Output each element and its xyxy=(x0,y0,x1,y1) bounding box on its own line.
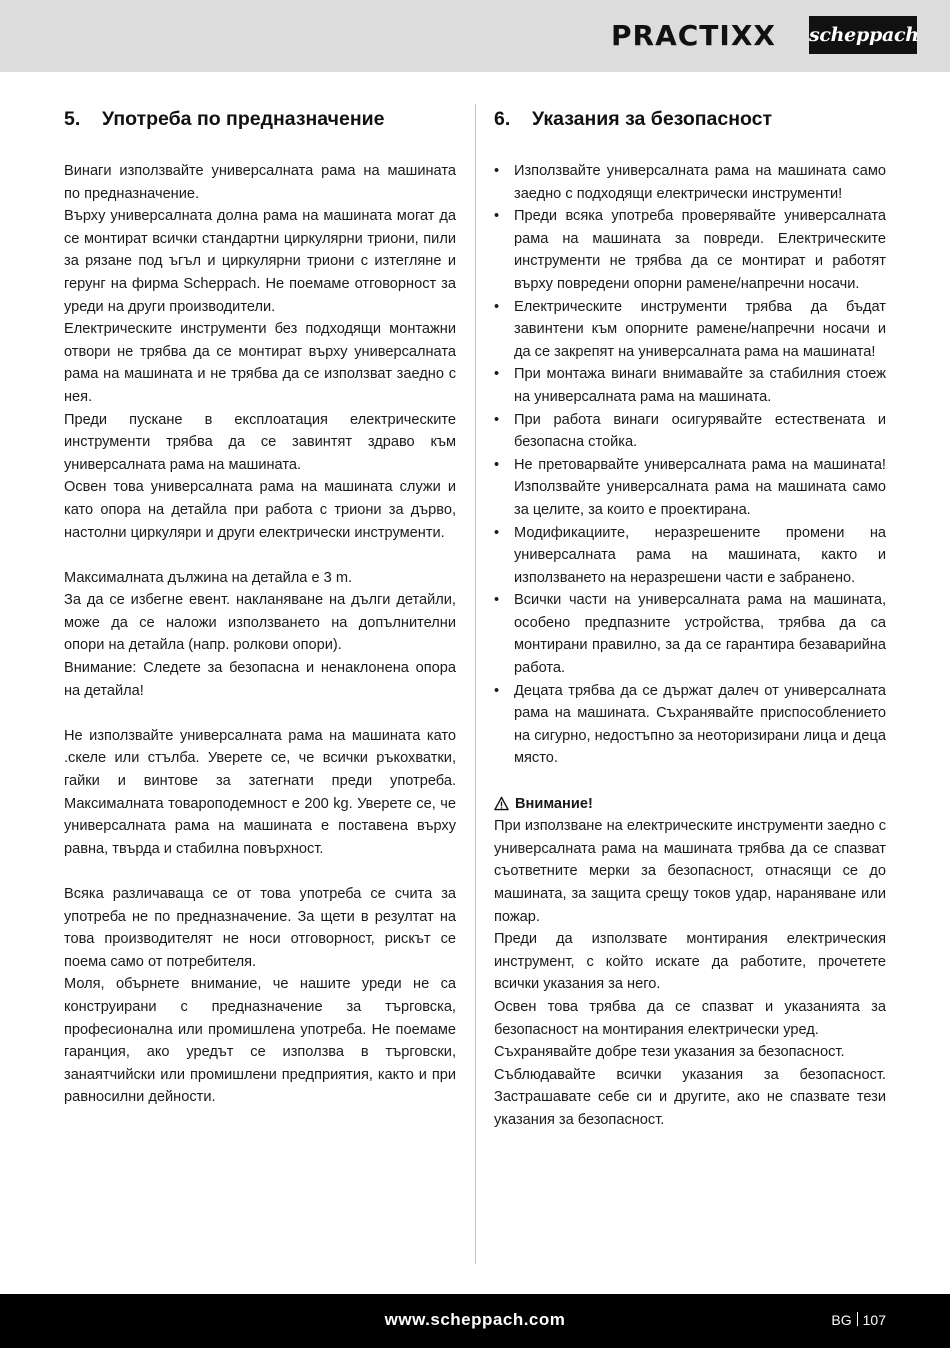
list-item-text: Всички части на универсалната рама на машината, особено предпазните устройства, трябва да са монтирани правилно, за да се гарантира безаварийна работа. xyxy=(514,592,886,677)
scheppach-logo: scheppach xyxy=(809,16,917,54)
list-item xyxy=(494,363,886,408)
list-item-text: При работа винаги осигурявайте естествената и безопасна стойка. xyxy=(514,411,886,451)
body-paragraph: Внимание: Следете за безопасна и ненаклонена опора на детайла! xyxy=(64,660,456,699)
warning-paragraph: Съхранявайте добре тези указания за безопасност. xyxy=(494,1044,845,1061)
paragraph-spacer xyxy=(64,860,456,883)
page-number: 107 xyxy=(862,1312,886,1328)
body-paragraph: Освен това универсалната рама на машината служи и като опора на детайла при работа с триони за дърво, настолни циркуляри и други електрически инструменти. xyxy=(64,479,456,541)
warning-paragraph: Освен това трябва да се спазват и указанията за безопасност на монтирания електрически уред. xyxy=(494,998,886,1038)
bullet-marker: • xyxy=(494,298,500,315)
body-paragraph: Електрическите инструменти без подходящи монтажни отвори не трябва да се монтират върху универсалната рама на машината и не трябва да се използват заедно с нея. xyxy=(64,321,456,405)
warning-title: Внимание! xyxy=(515,795,593,812)
bullet-marker: • xyxy=(494,208,500,225)
bullet-marker: • xyxy=(494,682,500,699)
warning-heading xyxy=(494,793,886,816)
warning-paragraph: Съблюдавайте всички указания за безопасност. Застрашавате себе си и другите, ако не спазвате тези указания за безопасност. xyxy=(494,1066,886,1128)
website-link[interactable]: www.scheppach.com xyxy=(384,1310,566,1329)
section-safety-instructions xyxy=(494,105,886,1132)
list-item-text: Модификациите, неразрешените промени на универсалната рама на машината, както и използването на неразрешени части е забранено. xyxy=(514,524,886,586)
warning-paragraph: При използване на електрическите инструменти заедно с универсалната рама на машината трябва да се спазват съответните мерки за безопасност, отнасящи се до машината, за защита срещу токов удар, нараняване или пожар. xyxy=(494,818,886,925)
body-paragraph: Преди пускане в експлоатация електрическите инструменти трябва да се завинтят здраво към универсалната рама на машината. xyxy=(64,411,456,473)
body-paragraph: За да се избегне евент. накланяване на дълги детайли, може да се наложи използването на допълнителни опори на детайла (напр. ролкови опори). xyxy=(64,592,456,654)
list-item-text: Преди всяка употреба проверявайте универсалната рама на машината за повреди. Електрическите инструменти не трябва да се монтират и работят върху повредени опорни рамене/напречни носачи. xyxy=(514,208,886,292)
list-item-text: При монтажа винаги внимавайте за стабилния стоеж на универсалната рама на машината. xyxy=(514,366,886,405)
page-footer xyxy=(0,1294,950,1348)
bullet-marker: • xyxy=(494,592,500,609)
list-item xyxy=(494,296,886,364)
body-paragraph: Винаги използвайте универсалната рама на машината по предназначение. xyxy=(64,163,456,202)
section-intended-use xyxy=(64,105,456,1109)
bullet-marker: • xyxy=(494,366,500,383)
list-item xyxy=(494,160,886,205)
language-code: BG xyxy=(831,1312,852,1328)
practixx-logo: PRACTIXX xyxy=(611,19,776,52)
section-title: Указания за безопасност xyxy=(532,108,773,130)
bullet-marker: • xyxy=(494,163,500,179)
section-heading xyxy=(494,105,886,133)
bullet-marker: • xyxy=(494,411,500,428)
safety-bullet-list xyxy=(494,160,886,770)
body-paragraph: Моля, обърнете внимание, че нашите уреди не са конструирани с предназначение за търговска, професионална или промишлена употреба. Не поемаме гаранция, ако уредът се използва в търговски, занаятчийски или промишлени предприятия, както и при равносилни дейности. xyxy=(64,976,456,1106)
list-item-text: Използвайте универсалната рама на машината само заедно с подходящи електрически инструменти! xyxy=(514,163,886,202)
section-number: 6. xyxy=(494,108,511,130)
section-heading xyxy=(64,105,456,133)
body-paragraph: Максималната дължина на детайла е 3 m. xyxy=(64,569,353,586)
list-item xyxy=(494,522,886,590)
warning-body xyxy=(494,815,886,1131)
list-item xyxy=(494,454,886,522)
page-header xyxy=(0,0,950,72)
list-item-text: Електрическите инструменти трябва да бъдат завинтени към опорните рамене/напречни носачи и да се закрепят на универсалната рама на машината! xyxy=(514,298,886,360)
body-paragraph: Всяка различаваща се от това употреба се счита за употреба не по предназначение. За щети в резултат на това производителят не носи отговорност, рискът се поема само от потребителя. xyxy=(64,886,456,970)
column-divider xyxy=(475,104,476,1264)
body-paragraph: Не използвайте универсалната рама на машината като .скеле или стълба. Уверете се, че всички ръкохватки, гайки и винтове за затегнати преди употреба. Максималната товароподемност е 200 kg. Уверете се, че универсалната рама на машината е поставена върху равна, твърда и стабилна повърхност. xyxy=(64,727,456,857)
bullet-marker: • xyxy=(494,524,500,541)
list-item xyxy=(494,205,886,295)
paragraph-spacer xyxy=(64,702,456,725)
page-separator xyxy=(857,1312,858,1326)
body-paragraph: Върху универсалната долна рама на машината могат да се монтират всички стандартни циркулярни триони, пили за рязане под ъгъл и циркулярни триони с изтегляне и герунг на фирма Scheppach. Не поемаме отговорност за уреди на други производители. xyxy=(64,208,456,315)
list-item-text: Не претоварвайте универсалната рама на машината! Използвайте универсалната рама на машината само за целите, за които е проектирана. xyxy=(514,456,886,518)
warning-paragraph: Преди да използвате монтирания електрическия инструмент, с който искате да работите, прочетете всички указания за него. xyxy=(494,931,886,993)
section-number: 5. xyxy=(64,108,81,130)
list-item xyxy=(494,589,886,679)
list-item xyxy=(494,680,886,770)
section-title: Употреба по предназначение xyxy=(102,108,385,130)
section-body xyxy=(64,160,456,1109)
paragraph-spacer xyxy=(64,544,456,567)
bullet-marker: • xyxy=(494,456,500,473)
list-item-text: Децата трябва да се държат далеч от универсалната рама на машината. Съхранявайте приспособлението на сигурно, недостъпно за неоторизирани лица и деца място. xyxy=(514,682,886,767)
warning-triangle-icon xyxy=(494,796,509,811)
page-indicator xyxy=(831,1310,886,1330)
list-item xyxy=(494,409,886,454)
